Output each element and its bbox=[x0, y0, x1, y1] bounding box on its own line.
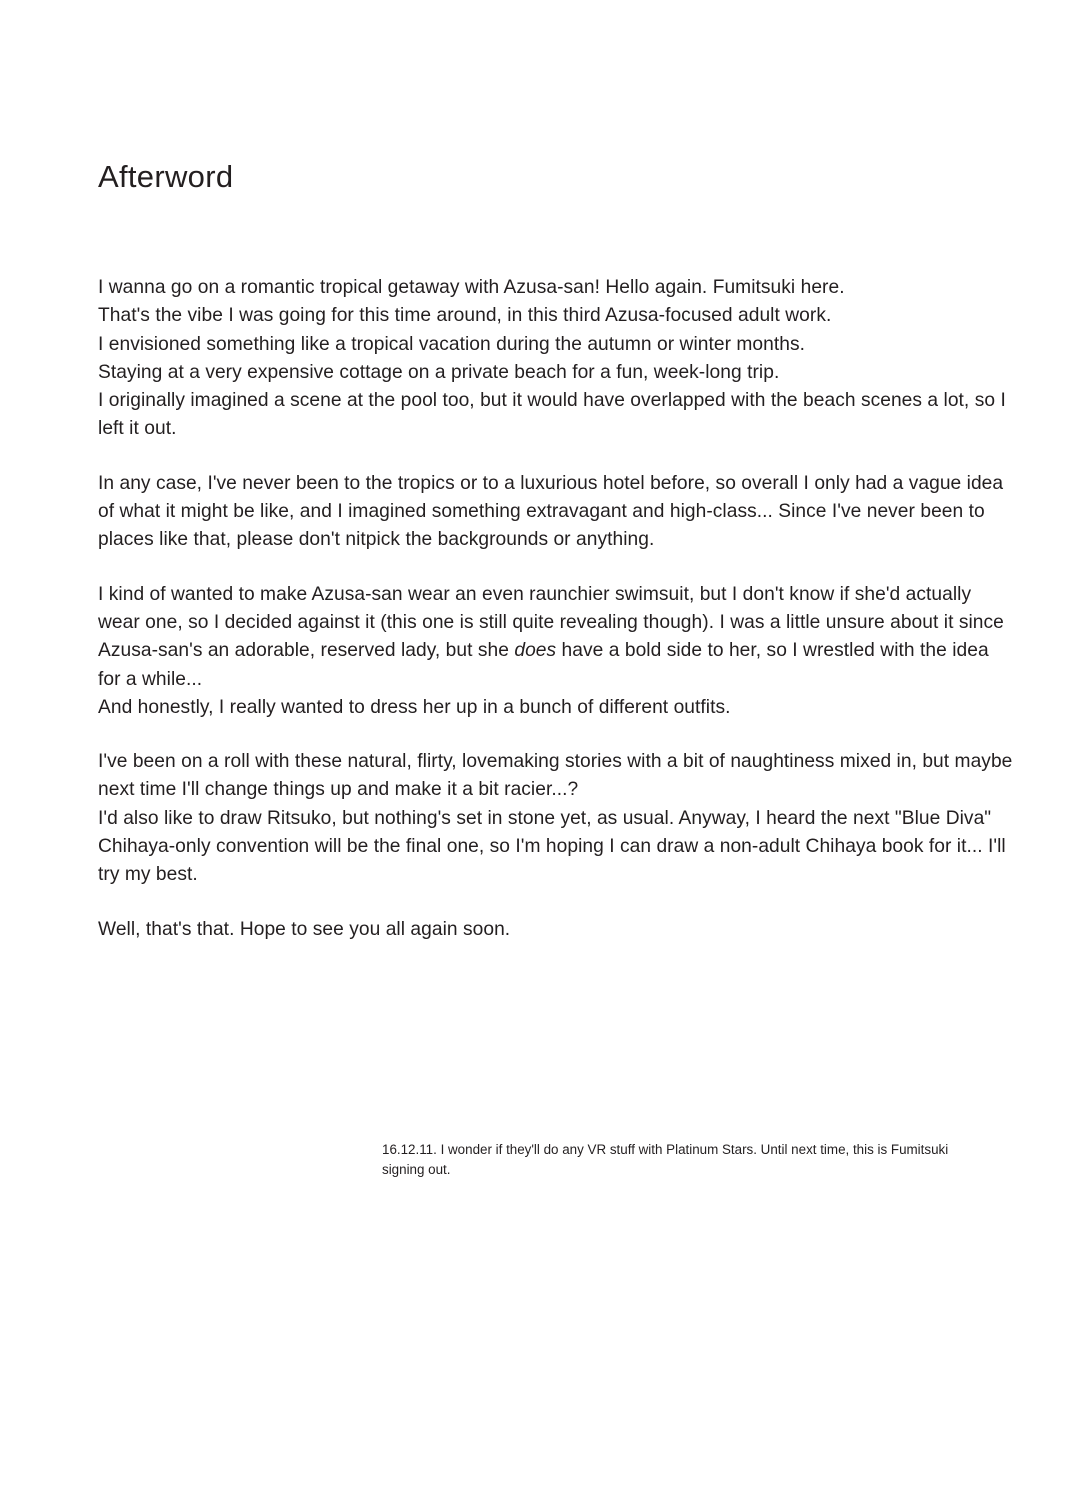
paragraph-3-emphasis: does bbox=[514, 640, 557, 662]
afterword-body bbox=[98, 274, 1016, 944]
paragraph-1: I wanna go on a romantic tropical getaway with Azusa-san! Hello again. Fumitsuki here. That's the vibe I was going for this time around, in this third Azusa-focused adult work. I envisioned something like a tropical vacation during the autumn or winter months. Staying at a very expensive cottage on a private beach for a fun, week-long trip. I originally imagined a scene at the pool too, but it would have overlapped with the beach scenes a lot, so I left it out. bbox=[98, 277, 1006, 440]
footnote-text: 16.12.11. I wonder if they'll do any VR stuff with Platinum Stars. Until next time, this is Fumitsuki signing out. bbox=[382, 1142, 949, 1177]
paragraph-4: I've been on a roll with these natural, flirty, lovemaking stories with a bit of naughtiness mixed in, but maybe next time I'll change things up and make it a bit racier...? I'd also like to draw Ritsuko, but nothing's set in stone yet, as usual. Anyway, I heard the next "Blue Diva" Chihaya-only convention will be the final one, so I'm hoping I can draw a non-adult Chihaya book for it... I'll try my best. bbox=[98, 751, 1013, 886]
page-title: Afterword bbox=[98, 158, 234, 194]
paragraph-3 bbox=[98, 581, 1016, 722]
paragraph-3-before-italic: I kind of wanted to make Azusa-san wear an even raunchier swimsuit, but I don't know if she'd actually wear one, so I decided against it (this one is still quite revealing though). I was a little unsure about it since Azusa-san's an adorable, reserved lady, but she bbox=[98, 583, 1004, 662]
paragraph-5: Well, that's that. Hope to see you all again soon. bbox=[98, 918, 511, 940]
paragraph-3-after-italic: have a bold side to her, so I wrestled with the idea for a while... And honestly, I really wanted to dress her up in a bunch of different outfits. bbox=[98, 640, 989, 718]
paragraph-2: In any case, I've never been to the tropics or to a luxurious hotel before, so overall I only had a vague idea of what it might be like, and I imagined something extravagant and high-class... Since I've never been to places like that, please don't nitpick the backgrounds or anything. bbox=[98, 472, 1004, 551]
